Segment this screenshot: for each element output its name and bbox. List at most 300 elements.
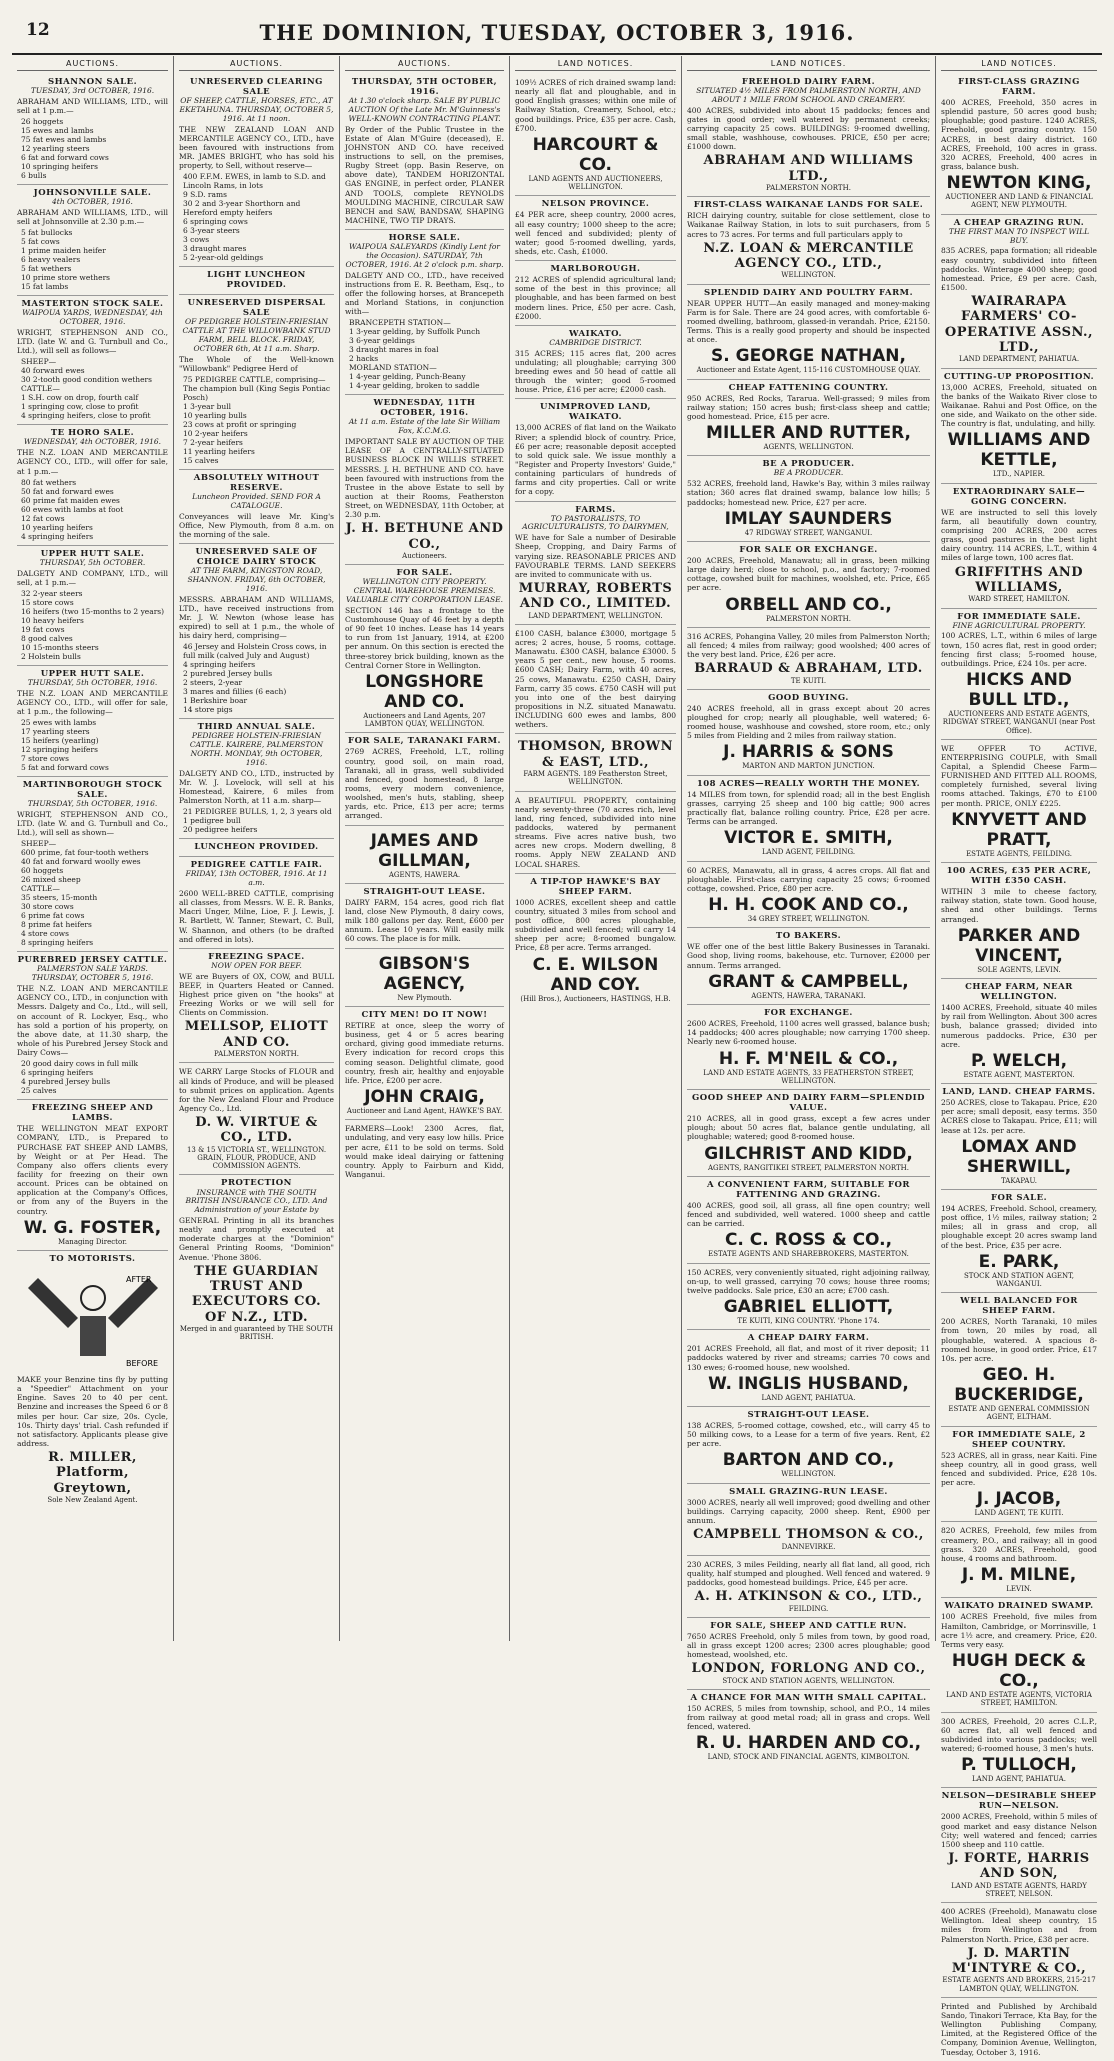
ad-heading: FOR SALE OR EXCHANGE. <box>739 544 878 555</box>
ad-heading: WELL BALANCED FOR SHEEP FARM. <box>960 1296 1078 1317</box>
ad-body: 532 ACRES, freehold land, Hawke's Bay, within 3 miles railway station; 360 acres flat drained swamp, balance low hills; 5 paddocks; homestead new. Price, £27 per acre. <box>687 479 930 507</box>
firm-name: NEWTON KING, <box>946 173 1092 194</box>
firm-address: ESTATE AND GENERAL COMMISSION AGENT, ELTHAM. <box>948 1405 1090 1422</box>
firm-name: LOMAX AND SHERWILL, <box>961 1136 1077 1177</box>
firm-name: P. WELCH, <box>970 1050 1068 1071</box>
ad-heading: UNRESERVED CLEARING SALE <box>190 77 323 98</box>
advertisement <box>179 719 334 839</box>
ad-heading: EXTRAORDINARY SALE—GOING CONCERN. <box>952 486 1086 507</box>
advertisement <box>17 952 168 1100</box>
ad-list: 5 fat bullocks 5 fat cows 1 prime maiden heifer 6 heavy vealers 5 fat wethers 10 prime store wethers 15 fat lambs <box>21 228 111 292</box>
ad-body: MESSRS. ABRAHAM AND WILLIAMS, LTD., have received instructions from Mr. J. W. Newton (whose lease has expired) to sell at 1 p.m., the whole of his dairy herd, comprising— <box>179 594 334 641</box>
ad-body: 315 ACRES; 115 acres flat, 200 acres undulating; all ploughable; carrying 300 breeding ewes and 50 head of cattle all through the winter; good 5-roomed house. Price, £16 per acre; £2000 cash. <box>515 348 676 395</box>
ad-heading: FIRST-CLASS GRAZING FARM. <box>958 77 1080 98</box>
ad-body: 200 ACRES, Freehold, Manawatu; all in grass, been milking large dairy herd; close to school, p.o., and factory; 7-roomed cottage, cowshed built for machines, woolshed, etc. Price, £65 per acre. <box>687 556 930 593</box>
advertisement <box>179 839 334 857</box>
firm-name: VICTOR E. SMITH, <box>724 828 893 849</box>
firm-name: KNYVETT AND PRATT, <box>951 809 1087 850</box>
firm-name: GILCHRIST AND KIDD, <box>704 1143 913 1164</box>
firm-address: ESTATE AGENTS, FEILDING. <box>966 849 1072 858</box>
firm-name: N.Z. LOAN & MERCANTILE AGENCY CO., LTD., <box>703 240 914 272</box>
advertisement <box>515 734 676 791</box>
firm-address: LAND AND ESTATE AGENTS, 33 FEATHERSTON STREET, WELLINGTON. <box>703 1068 914 1085</box>
spray-before-label: BEFORE <box>125 1358 158 1368</box>
firm-name: GEO. H. BUCKERIDGE, <box>954 1365 1084 1406</box>
ad-heading: PROTECTION <box>221 1178 292 1189</box>
ad-subheading: NOW OPEN FOR BEEF. <box>211 960 302 970</box>
firm-address: LAND AGENT, PAHIATUA. <box>761 1393 856 1402</box>
firm-name: HICKS AND BULL LTD., <box>966 669 1072 710</box>
advertisement <box>941 979 1097 1084</box>
firm-name: C. E. WILSON AND COY. <box>532 954 659 995</box>
column-3 <box>340 56 510 1641</box>
firm-name: BARRAUD & ABRAHAM, LTD. <box>694 661 923 677</box>
ad-body: WRIGHT, STEPHENSON AND CO., LTD. (late W. and G. Turnbull and Co., Ltd.), will sell as shown— <box>17 809 168 838</box>
firm-name: P. TULLOCH, <box>961 1755 1077 1776</box>
ad-heading: A CHEAP GRAZING RUN. <box>953 217 1085 228</box>
ad-body: 194 ACRES, Freehold. School, creamery, post office, 1½ miles, railway station; 2 miles; all in grass and crop, all ploughable except 20 acres swamp land of the best. Price, £35 per acre. <box>941 1204 1097 1250</box>
advertisement <box>687 862 930 929</box>
firm-name: D. W. VIRTUE & CO., LTD. <box>195 1115 318 1146</box>
firm-address: TAKAPAU. <box>1001 1176 1037 1185</box>
ad-body: 950 ACRES, Red Rocks, Tararua. Well-grassed; 9 miles from railway station; 150 acres bush; first-class sheep and cattle; good homestead. Price, £15 per acre. <box>687 393 930 421</box>
ad-heading: UNIMPROVED LAND, WAIKATO. <box>539 402 652 423</box>
column-4 <box>510 56 682 1641</box>
ad-heading: TO MOTORISTS. <box>49 1253 136 1264</box>
ad-body: WRIGHT, STEPHENSON AND CO., LTD. (late W. and G. Turnbull and Co., Ltd.), will sell as follows— <box>17 327 168 356</box>
firm-address: FEILDING. <box>788 1604 829 1613</box>
firm-address: 13 & 15 VICTORIA ST., WELLINGTON. GRAIN, FLOUR, PRODUCE, AND COMMISSION AGENTS. <box>186 1145 327 1171</box>
ad-heading: LAND, LAND. CHEAP FARMS. <box>942 1087 1096 1098</box>
ad-list: SHEEP— 600 prime, fat four-tooth wethers 40 fat and forward woolly ewes 60 hoggets 26 mixed sheep CATTLE— 35 steers, 15-month 30 store cows 6 prime fat cows 8 prime fat heifers 4 store cows 8 springing heifers <box>21 839 149 948</box>
firm-name: LONDON, FORLONG AND CO., <box>691 1661 926 1677</box>
firm-name: W. G. FOSTER, <box>23 1217 162 1238</box>
firm-name: J. FORTE, HARRIS AND SON, <box>948 1850 1090 1882</box>
firm-address: MARTON AND MARTON JUNCTION. <box>742 762 875 771</box>
ad-heading: LIGHT LUNCHEON PROVIDED. <box>207 270 306 291</box>
firm-name: R. MILLER, Platform, Greytown, <box>48 1450 137 1496</box>
ad-body: 201 ACRES Freehold, all flat, and most of it river deposit; 11 paddocks watered by river and streams; carries 70 cows and 130 ewes; 6-roomed house, new woolshed. <box>687 1344 930 1372</box>
ad-heading: CHEAP FATTENING COUNTRY. <box>728 382 889 393</box>
ad-heading: A CONVENIENT FARM, SUITABLE FOR FATTENING AND GRAZING. <box>707 1179 910 1200</box>
ad-list: 25 ewes with lambs 17 yearling steers 15 heifers (yearling) 12 springing heifers 7 store cows 5 fat and forward cows <box>21 718 109 773</box>
ad-subheading: CAMBRIDGE DISTRICT. <box>549 337 642 347</box>
ad-body: RETIRE at once, sleep the worry of business, get 4 or 5 acres bearing orchard, giving good immediate returns. Every indication for record crops this coming season. Delightful climate, good country, fresh air, healthy and enjoyable life. Price, £200 per acre. <box>345 1020 504 1085</box>
ad-body: 400 ACRES (Freehold), Manawatu close Wellington. Ideal sheep country, 15 miles from Wellington and from Palmerston North. Price, £38 per acre. <box>941 1907 1097 1944</box>
firm-name: MELLSOP, ELIOTT AND CO. <box>184 1019 329 1050</box>
ad-heading: MASTERTON STOCK SALE. <box>21 299 164 310</box>
firm-address: TE KUITI, KING COUNTRY. 'Phone 174. <box>737 1317 880 1326</box>
ad-body: Printed and Published by Archibald Sando, Tinakori Terrace, Kta Bay, for the Wellington Publishing Company, Limited, at the Registered Office of the Company, Dominion Avenue, Wellington, Tuesday, October 3, 1916. <box>941 2001 1097 2057</box>
ad-body: THE NEW ZEALAND LOAN AND MERCANTILE AGENCY CO., LTD., have been favoured with instructions from MR. JAMES BRIGHT, who has sold his property, to Sell, without reserve— <box>179 124 334 171</box>
advertisement <box>345 1007 504 1120</box>
ad-body: 300 ACRES, Freehold, 20 acres C.L.P., 60 acres flat, all well fenced and subdivided into various paddocks; well watered; 6-roomed house, 3 men's huts. <box>941 1716 1097 1753</box>
firm-address: AUCTIONEERS AND ESTATE AGENTS, RIDGWAY STREET, WANGANUI (near Post Office). <box>942 710 1096 735</box>
advertisement <box>515 261 676 326</box>
firm-address: LAND AGENT, TE KUITI. <box>974 1509 1064 1518</box>
advertisement <box>179 470 334 544</box>
ad-heading: TO BAKERS. <box>775 931 842 942</box>
firm-address: SOLE AGENTS, LEVIN. <box>977 965 1061 974</box>
ad-body: 3000 ACRES, nearly all well improved; good dwelling and other buildings. Carrying capacity, 2000 sheep. Rent, £900 per annum. <box>687 1497 930 1526</box>
firm-address: PALMERSTON NORTH. <box>214 1050 299 1059</box>
advertisement <box>345 733 504 825</box>
firm-address: AGENTS, WELLINGTON. <box>763 443 854 452</box>
firm-address: LAND AGENT, PAHIATUA. <box>972 1775 1066 1784</box>
firm-address: WELLINGTON. <box>781 271 836 280</box>
ad-subheading: PALMERSTON SALE YARDS. THURSDAY, OCTOBER 5, 1916. <box>31 964 154 983</box>
ad-heading: UPPER HUTT SALE. <box>40 548 145 559</box>
ad-body: MAKE your Benzine tins fly by putting a "Speedier" Attachment on your Engine. Saves 20 to 40 per cent. Benzine and increases the Speed 6 or 8 miles per hour. Car size, 20s. Cycle, 10s. Thirty days' trial. Cash refunded if not satisfactory. Applicants please give address. <box>17 1374 168 1448</box>
ad-heading: FREEHOLD DAIRY FARM. <box>741 77 876 87</box>
ad-heading: PUREBRED JERSEY CATTLE. <box>17 955 168 966</box>
advertisement <box>941 369 1097 484</box>
firm-name: J. D. MARTIN M'INTYRE & CO., <box>951 1945 1087 1977</box>
firm-name: GABRIEL ELLIOTT, <box>723 1296 894 1317</box>
ad-list: 400 F.F.M. EWES, in lamb to S.D. and Lincoln Rams, in lots 9 S.D. rams 30 2 and 3-year Shorthorn and Hereford empty heifers 6 springing cows 6 3-year steers 3 cows 3 draught mares 5 2-year-old geldings <box>183 172 326 263</box>
ad-heading: CITY MEN! DO IT NOW! <box>361 1009 488 1020</box>
firm-address: Auctioneer and Land Agent, HAWKE'S BAY. <box>346 1106 503 1115</box>
ad-subheading: WEDNESDAY, 4th OCTOBER, 1916. <box>23 437 162 447</box>
ad-body: SECTION 146 has a frontage to the Customhouse Quay of 46 feet by a depth of 90 feet 10 inches. Lease has 14 years to run from 1st January, 1914, at £200 per annum. On this section is erected the three-storey brick building, known as the Central Corner Store in Wellington. <box>345 605 504 670</box>
advertisement <box>687 380 930 457</box>
advertisement <box>687 1407 930 1484</box>
ad-body: £100 CASH, balance £3000, mortgage 5 acres; 2 acres, house, 5 rooms, cottage. Manawatu. £300 CASH, balance £3000. 5 years 5 per cent., new house, 5 rooms. £600 CASH; Dairy Farm, with 40 acres, 25 cows, Manawatu. £250 CASH, Dairy Farm, carry 35 cows. £750 CASH will put you into one of the best dairying propositions in N.Z. situated Manawatu. INCLUDING 600 ewes and lambs, 800 wethers. <box>515 628 676 730</box>
advertisement <box>941 609 1097 740</box>
ad-heading: STRAIGHT-OUT LEASE. <box>363 886 486 897</box>
ad-body: The Whole of the Well-known "Willowbank" Pedigree Herd of <box>179 354 334 373</box>
firm-name: J. M. MILNE, <box>961 1565 1077 1586</box>
ad-subheading: TUESDAY, 3rd OCTOBER, 1916. <box>30 86 155 96</box>
ad-body: By Order of the Public Trustee in the Estate of Alan M'Guire (deceased), E. JOHNSTON AND CO. have received instructions to sell, on the premises, Rugby Street (opp. Basin Reserve, on above date), TANDEM HORIZONTAL GAS ENGINE, in perfect order, PLANER AND TOOLS, complete REYNOLDS MOULDING MACHINE, CIRCULAR SAW BENCH and SAW, BANDSAW, SHAPING MACHINE, TWO TIP DRAYS. <box>345 124 504 225</box>
ad-body: FARMERS—Look! 2300 Acres, flat, undulating, and very easy low hills. Price per acre, £11 to be sold on terms. Sold would make ideal dairying or fattening country. Apply to Fairburn and Kidd, Wanganui. <box>345 1124 504 1179</box>
firm-name: CAMPBELL THOMSON & CO., <box>693 1527 924 1543</box>
advertisement <box>941 74 1097 215</box>
ad-body: 212 ACRES of splendid agricultural land; some of the best in this province; all ploughable, and has been farmed on best modern lines. Price, £50 per acre. Cash, £2000. <box>515 275 676 321</box>
ad-subheading: FINE AGRICULTURAL PROPERTY. <box>952 620 1086 630</box>
firm-address: PALMERSTON NORTH. <box>766 614 851 623</box>
ad-body: 400 ACRES, Freehold, 350 acres in splendid pasture, 50 acres good bush; ploughable; good pasture. 1240 ACRES, Freehold, good grazing country. 150 ACRES, in best dairy district. 160 ACRES, Freehold, 100 acres in grass. 320 ACRES, Freehold, 400 acres in grass, balance bush. <box>941 98 1097 172</box>
firm-address: 47 RIDGWAY STREET, WANGANUI. <box>744 528 873 537</box>
ad-body: THE N.Z. LOAN AND MERCANTILE AGENCY CO., LTD., will offer for sale, at 1 p.m.— <box>17 448 168 476</box>
advertisement <box>179 949 334 1063</box>
firm-address: LAND AND ESTATE AGENTS, HARDY STREET, NELSON. <box>951 1881 1087 1898</box>
column-2 <box>174 56 340 1641</box>
firm-name: BARTON AND CO., <box>722 1450 895 1471</box>
firm-name: R. U. HARDEN AND CO., <box>695 1733 922 1754</box>
advertisement <box>515 625 676 735</box>
ad-body: DALGETY AND CO., LTD., instructed by Mr. W. J. Lovelock, will sell at his Homestead, Kairere, 6 miles from Palmerston North, at 11 a.m. sharp— <box>179 768 334 806</box>
ad-body: 400 ACRES, good soil, all grass, all fine open country; well fenced and subdivided, well watered. 1000 sheep and cattle can be carried. <box>687 1200 930 1229</box>
advertisement <box>179 267 334 295</box>
advertisement <box>179 1063 334 1175</box>
advertisement <box>17 546 168 666</box>
ad-subheading: THURSDAY, 5th OCTOBER, 1916. <box>27 677 158 687</box>
ad-body: 2769 ACRES, Freehold, L.T., rolling country, good soil, on main road, Taranaki, all in grass, well subdivided and fenced, good homestead, 8 large rooms, every modern convenience, woolshed, men's huts, stabling, sheep yards, etc. Price, £13 per acre; terms arranged. <box>345 747 504 821</box>
firm-name: PARKER AND VINCENT, <box>957 925 1081 966</box>
ad-body: 100 ACRES Freehold, five miles from Hamilton, Cambridge, or Morrinsville, 1 acre 1½ acre, and creamery. Price, £20. Terms very easy. <box>941 1612 1097 1649</box>
advertisement <box>941 863 1097 979</box>
advertisement <box>345 826 504 884</box>
firm-name: J. HARRIS & SONS <box>723 742 894 763</box>
ad-subheading: FRIDAY, 13th OCTOBER, 1916. At 11 a.m. <box>185 869 328 888</box>
spray-illustration <box>18 1268 168 1373</box>
ad-heading: LUNCHEON PROVIDED. <box>194 842 319 853</box>
columns <box>12 56 1102 2057</box>
ad-heading: FARMS. <box>575 504 616 515</box>
ad-heading: WAIKATO. <box>569 328 622 339</box>
firm-address: (Hill Bros.), Auctioneers, HASTINGS, H.B. <box>520 994 671 1003</box>
firm-name: C. C. ROSS & CO., <box>724 1230 893 1251</box>
advertisement <box>941 1788 1097 1903</box>
ad-body: 109½ ACRES of rich drained swamp land: nearly all flat and ploughable, and in good English grasses; within one mile of Railway Station, Creamery, School, etc.; good buildings. Price, £35 per acre. Cash, £700. <box>515 78 676 133</box>
firm-address: Auctioneer and Estate Agent, 115-116 CUSTOMHOUSE QUAY. <box>696 366 921 375</box>
advertisement <box>515 502 676 625</box>
firm-name: H. F. M'NEIL & CO., <box>718 1048 899 1069</box>
firm-name: J. H. BETHUNE AND CO., <box>345 521 504 552</box>
advertisement <box>687 1090 930 1177</box>
ad-heading: GOOD BUYING. <box>768 692 849 703</box>
advertisement <box>17 296 168 425</box>
firm-address: DANNEVIRKE. <box>781 1542 836 1551</box>
ad-heading: UNRESERVED SALE OF CHOICE DAIRY STOCK <box>195 547 318 568</box>
ad-subheading: WELLINGTON CITY PROPERTY. CENTRAL WAREHOUSE PREMISES. VALUABLE CITY CORPORATION LEASE. <box>345 577 504 604</box>
ad-body: WITHIN 3 mile to cheese factory, railway station, state town. Good house, shed and other buildings. Terms arranged. <box>941 887 1097 924</box>
ad-subheading: Luncheon Provided. SEND FOR A CATALOGUE. <box>192 492 321 510</box>
advertisement <box>179 857 334 949</box>
advertisement <box>17 777 168 952</box>
ad-body: A BEAUTIFUL PROPERTY, containing nearly seventy-three (70 acres rich, level land, ring fenced, subdivided into nine paddocks, watered by permanent streams. Five acres native bush, two acres new crops. Modern dwelling, 8 rooms. Apply NEW ZEALAND AND LOCAL SHARES. <box>515 795 676 869</box>
ad-body: 60 ACRES, Manawatu, all in grass, 4 acres crops. All flat and ploughable. First-class carrying capacity 25 cows; 6-roomed cottage, cowshed. Price, £80 per acre. <box>687 865 930 893</box>
ad-subheading: THE FIRST MAN TO INSPECT WILL BUY. <box>948 226 1090 245</box>
advertisement <box>941 215 1097 369</box>
ad-body: 14 MILES from town, for splendid road; all in the best English grasses, carrying 25 sheep and 100 big cattle; 900 acres practically flat, balance rolling country. Price, £28 per acre. Terms can be arranged. <box>687 789 930 827</box>
ad-body: 2600 ACRES, Freehold, 1100 acres well grassed, balance bush; 14 paddocks; 400 acres ploughable; now carrying 1700 sheep. Nearly new 6-roomed house. <box>687 1019 930 1047</box>
page-number: 12 <box>26 20 50 40</box>
column-header: LAND NOTICES. <box>941 56 1097 71</box>
advertisement <box>687 197 930 284</box>
firm-address: STOCK AND STATION AGENT, WANGANUI. <box>963 1271 1075 1289</box>
firm-name: WILLIAMS AND KETTLE, <box>947 430 1091 471</box>
firm-address: Auctioneers and Land Agents, 207 LAMBTON QUAY, WELLINGTON. <box>363 711 486 729</box>
firm-name: GIBSON'S AGENCY, <box>378 953 471 994</box>
firm-name: THE GUARDIAN TRUST AND EXECUTORS CO. OF N.Z., LTD. <box>191 1263 322 1325</box>
firm-address: FARM AGENTS. 189 Featherston Street, WELLINGTON. <box>523 770 668 787</box>
firm-address: LAND DEPARTMENT, PAHIATUA. <box>958 355 1080 364</box>
advertisement <box>515 196 676 261</box>
ad-body: 210 ACRES, all in good grass, except a few acres under plough; about 50 acres flat, balance gentle undulating, all ploughable; watered; good 8-roomed house. <box>687 1114 930 1142</box>
ad-heading: 100 ACRES, £35 PER ACRE, WITH £350 CASH. <box>946 866 1092 887</box>
ad-body: 200 ACRES, North Taranaki, 10 miles from town, 20 miles by road, all ploughable, watered. A spacious 8-roomed house, in good order. Price, £17 10s. per acre. <box>941 1317 1097 1363</box>
ad-body: 1000 ACRES, excellent sheep and cattle country, situated 3 miles from school and post office, 800 acres ploughable, subdivided and well fenced; will carry 14 sheep per acre; 8-roomed bungalow. Price, £8 per acre. Terms arranged. <box>515 897 676 953</box>
advertisement <box>17 185 168 296</box>
spray-after-label: AFTER <box>125 1274 151 1284</box>
ad-heading: JOHNSONVILLE SALE. <box>33 188 152 199</box>
ad-body: WE CARRY Large Stocks of FLOUR and all kinds of Produce, and will be pleased to submit prices on application. Agents for the New Zealand Flour and Produce Agency Co., Ltd. <box>179 1067 334 1113</box>
ad-body: 400 ACRES, subdivided into about 15 paddocks; fences and gates in good order; well watered by permanent creeks; carrying capacity 25 cows. BUILDINGS: 9-roomed dwelling, small stable, washhouse, cowhouses. PRICE, £50 per acre; £1000 down. <box>687 105 930 152</box>
firm-name: MILLER AND RUTTER, <box>706 423 911 444</box>
ad-heading: MARLBOROUGH. <box>550 264 641 275</box>
ad-subheading: INSURANCE with THE SOUTH BRITISH INSURANCE CO., LTD. And Administration of your Estate by <box>185 1187 328 1215</box>
firm-address: AGENTS, RANGITIKEI STREET, PALMERSTON NORTH. <box>707 1163 910 1172</box>
advertisement <box>345 74 504 230</box>
ad-body: 7650 ACRES Freehold, only 5 miles from town, by good road, all in grass except 1200 acres; 2300 acres ploughable; good homestead, woolshed, etc. <box>687 1631 930 1660</box>
advertisement <box>941 484 1097 609</box>
masthead-rule <box>12 53 1102 55</box>
advertisement <box>941 1522 1097 1598</box>
firm-address: LEVIN. <box>1006 1585 1032 1594</box>
ad-heading: GOOD SHEEP AND DAIRY FARM—SPLENDID VALUE. <box>692 1093 925 1114</box>
ad-heading: FOR SALE, TARANAKI FARM. <box>348 736 501 747</box>
ad-body: 240 ACRES freehold, all in grass except about 20 acres ploughed for crop; nearly all ploughable, well watered; 6-roomed house, washhouse and cowshed, store room, etc.; only 5 miles from Fielding and 2 miles from railway station. <box>687 703 930 741</box>
advertisement <box>687 1484 930 1556</box>
firm-name: GRANT & CAMPBELL, <box>708 971 909 992</box>
firm-name: GRIFFITHS AND WILLIAMS, <box>954 564 1084 595</box>
advertisement <box>687 74 930 197</box>
advertisement <box>687 285 930 380</box>
ad-body: DAIRY FARM, 154 acres, good rich flat land, close New Plymouth, 8 dairy cows, milk 180 gallons per day. Rent, £600 per annum. Lease 10 years. Will easily milk 60 cows. The place is for milk. <box>345 897 504 944</box>
firm-name: J. JACOB, <box>976 1489 1062 1510</box>
firm-address: Sole New Zealand Agent. <box>47 1496 138 1505</box>
advertisement <box>687 1330 930 1407</box>
firm-address: Managing Director. <box>57 1237 128 1246</box>
ad-body: NEAR UPPER HUTT—An easily managed and money-making Farm is for Sale. There are 24 good acres, with comfortable 6-roomed dwelling, bathroom, glassed-in verandah. Price, £2150. Terms. This is a really good property and should be inspected at once. <box>687 298 930 345</box>
firm-address: LAND, STOCK AND FINANCIAL AGENTS, KIMBOLTON. <box>707 1753 910 1762</box>
ad-body: 835 ACRES, papa formation; all rideable easy country, subdivided into fifteen paddocks. Winterage 4000 sheep; good homestead. Price, £9 per acre. Cash, £1500. <box>941 246 1097 292</box>
firm-name: LONGSHORE AND CO. <box>365 671 484 712</box>
advertisement <box>179 295 334 470</box>
ad-heading: FOR SALE, SHEEP AND CATTLE RUN. <box>710 1620 907 1631</box>
advertisement <box>687 1690 930 1766</box>
column-5 <box>682 56 936 1762</box>
firm-address: LTD., NAPIER. <box>992 470 1046 479</box>
ad-subheading: TO PASTORALISTS, TO AGRICULTURALISTS, TO DAIRYMEN, <box>522 513 669 532</box>
ad-list: 20 good dairy cows in full milk 6 springing heifers 4 purebred Jersey bulls 25 calves <box>21 1059 139 1096</box>
firm-address: STOCK AND STATION AGENTS, WELLINGTON. <box>722 1676 895 1685</box>
ad-subheading: OF SHEEP, CATTLE, HORSES, ETC., AT EKETAHUNA. THURSDAY, OCTOBER 5, 1916. At 11 noon. <box>179 96 334 123</box>
ad-heading: MARTINBOROUGH STOCK SALE. <box>22 780 163 801</box>
ad-list: BRANCEPETH STATION— 1 3-year gelding, by Suffolk Punch 3 6-year geldings 3 draught mares in foal 2 hacks MORLAND STATION— 1 4-year gelding, Punch-Beany 1 4-year gelding, broken to saddle <box>349 318 481 391</box>
ad-body: 820 ACRES, Freehold, few miles from creamery, P.O., and railway; all in good grass. 320 ACRES, Freehold, good house, 4 rooms and bathroom. <box>941 1526 1097 1563</box>
ad-heading: FOR SALE. <box>990 1193 1048 1203</box>
firm-address: PALMERSTON NORTH. <box>766 184 851 193</box>
ad-body: £4 PER acre, sheep country, 2000 acres, all easy country; 1000 sheep to the acre; well fenced and subdivided; plenty of water; good 5-roomed dwelling, yards, sheds, etc. Cash, £1000. <box>515 210 676 257</box>
advertisement <box>941 1190 1097 1293</box>
ad-heading: CHEAP FARM, NEAR WELLINGTON. <box>965 982 1073 1003</box>
ad-body: 230 ACRES, 3 miles Feilding, nearly all flat land, all good, rich quality, half stumped and ploughed. Well fenced and watered. 9 paddocks, good homestead buildings. Price, £45 per acre. <box>687 1559 930 1588</box>
ad-list: SHEEP— 40 forward ewes 30 2-tooth good condition wethers CATTLE— 1 S.H. cow on drop, fourth calf 1 springing cow, close to profit 4 springing heifers, close to profit <box>21 357 152 421</box>
advertisement <box>345 949 504 1007</box>
ad-body: WE are instructed to sell this lovely farm, all beautifully down country, comprising 200 ACRES, 200 acres grass, good pastures in the best light dairy country. 114 ACRES, L.T., within 4 miles of large town, 100 acres flat. <box>941 507 1097 563</box>
ad-heading: A TIP-TOP HAWKE'S BAY SHEEP FARM. <box>530 876 661 897</box>
advertisement <box>941 1598 1097 1712</box>
ad-subheading: WAIPOUA YARDS, WEDNESDAY, 4th OCTOBER, 1916. <box>22 308 163 327</box>
firm-name: MURRAY, ROBERTS AND CO., LIMITED. <box>518 581 673 612</box>
ad-heading: FOR IMMEDIATE SALE, 2 SHEEP COUNTRY. <box>952 1429 1086 1450</box>
firm-address: ESTATE AGENT, MASTERTON. <box>963 1070 1075 1079</box>
advertisement <box>687 542 930 628</box>
ad-body: Conveyances will leave Mr. King's Office, New Plymouth, from 8 a.m. on the morning of the sale. <box>179 511 334 539</box>
column-header: AUCTIONS. <box>17 56 168 71</box>
advertisement <box>687 928 930 1005</box>
firm-address: LAND DEPARTMENT, WELLINGTON. <box>528 611 663 620</box>
ad-body: 150 ACRES, 5 miles from township, school, and P.O., 14 miles from railway at good metal road; all in grass and crops. Well fenced, watered. <box>687 1703 930 1732</box>
advertisement <box>179 74 334 267</box>
advertisement <box>687 776 930 862</box>
ad-list: 21 PEDIGREE BULLS, 1, 2, 3 years old 1 pedigree bull 20 pedigree heifers <box>183 807 332 835</box>
firm-name: HUGH DECK & CO., <box>951 1650 1087 1691</box>
ad-body: THE N.Z. LOAN AND MERCANTILE AGENCY CO., LTD., will offer for sale, at 1 p.m., the following— <box>17 688 168 716</box>
ad-heading: NELSON PROVINCE. <box>541 199 650 210</box>
firm-address: AGENTS, HAWERA. <box>388 870 461 879</box>
ad-heading: STRAIGHT-OUT LEASE. <box>747 1410 870 1420</box>
ad-heading: ABSOLUTELY WITHOUT RESERVE. <box>193 472 320 493</box>
ad-body: 13,000 ACRES of flat land on the Waikato River; a splendid block of country. Price, £6 per acre; reasonable deposit accepted to sold quick sale. We issue monthly a "Register and Property Investors' Guide," containing particulars of hundreds of farms and city properties. Call or write for a copy. <box>515 423 676 497</box>
ad-heading: NELSON—DESIRABLE SHEEP RUN—NELSON. <box>941 1791 1097 1812</box>
ad-body: 13,000 ACRES, Freehold, situated on the banks of the Waikato River close to Waikanae. Rahui and Post Office, on the one side, and Waikato on the other side. The country is flat, undulating, and hilly. <box>941 382 1097 429</box>
firm-address: WARD STREET, HAMILTON. <box>968 595 1070 604</box>
ad-body: 138 ACRES, 5-roomed cottage, cowshed, etc., will carry 45 to 50 milking cows, to a Lease for a term of five years. Rent, £2 per acre. <box>687 1421 930 1449</box>
advertisement <box>515 874 676 1007</box>
advertisement <box>17 1251 168 1508</box>
firm-name: JAMES AND GILLMAN, <box>370 830 479 871</box>
column-header: AUCTIONS. <box>179 56 334 71</box>
ad-heading: 108 ACRES—REALLY WORTH THE MONEY. <box>696 778 921 789</box>
advertisement <box>687 1618 930 1690</box>
firm-address: 34 GREY STREET, WELLINGTON. <box>747 915 870 924</box>
firm-address: Auctioneers. <box>402 552 447 560</box>
ad-heading: WEDNESDAY, 11TH OCTOBER, 1916. <box>373 398 476 419</box>
ad-subheading: OF PEDIGREE HOLSTEIN-FRIESIAN CATTLE AT THE WILLOWBANK STUD FARM, BELL BLOCK. FRIDAY, OCTOBER 6th, At 11 a.m. Sharp. <box>182 317 331 353</box>
ad-body: ABRAHAM AND WILLIAMS, LTD., will sell at 1 p.m.— <box>17 96 168 115</box>
advertisement <box>687 1264 930 1331</box>
ad-list: 80 fat wethers 50 fat and forward ewes 60 prime fat maiden ewes 60 ewes with lambs at foot 12 fat cows 10 yearling heifers 4 springing heifers <box>21 477 124 541</box>
advertisement <box>687 1177 930 1264</box>
ad-list: 46 Jersey and Holstein Cross cows, in full milk (calved July and August) 4 springing heifers 2 purebred Jersey bulls 2 steers, 2-year 3 mares and fillies (6 each) 1 Berkshire boar 14 store pigs <box>183 642 327 715</box>
ad-heading: THURSDAY, 5TH OCTOBER, 1916. <box>351 77 498 98</box>
column-6 <box>936 56 1102 2057</box>
ad-list: 75 PEDIGREE CATTLE, comprising— The champion bull (King Segis Pontiac Posch) 1 3-year bull 10 yearling bulls 23 cows at profit or springing 10 2-year heifers 7 2-year heifers 11 yearling heifers 15 calves <box>183 374 331 465</box>
advertisement <box>345 395 504 565</box>
advertisement <box>17 666 168 777</box>
ad-body: ABRAHAM AND WILLIAMS, LTD., will sell at Johnsonville at 2.30 p.m.— <box>17 208 168 227</box>
firm-name: IMLAY SAUNDERS <box>724 508 893 529</box>
ad-subheading: SITUATED 4½ MILES FROM PALMERSTON NORTH, AND ABOUT 1 MILE FROM SCHOOL AND CREAMERY. <box>696 86 921 104</box>
firm-name: H. H. COOK AND CO., <box>708 895 909 916</box>
advertisement <box>345 1120 504 1183</box>
advertisement <box>515 792 676 874</box>
ad-body: 2600 WELL-BRED CATTLE, comprising all classes, from Messrs. W. E. R. Banks, Macri Unger, Milne, Lioe, F. J. Lewis, J. R. Bartlett, W. Tanner, Stewart, C. Bull, W. Shannon, and others (to be drafted and offered in lots). <box>179 889 334 944</box>
firm-name: S. GEORGE NATHAN, <box>711 346 906 367</box>
firm-name: JOHN CRAIG, <box>364 1086 485 1107</box>
advertisement <box>941 1713 1097 1789</box>
ad-heading: FIRST-CLASS WAIKANAE LANDS FOR SALE. <box>693 200 924 211</box>
firm-address: AUCTIONEER AND LAND & FINANCIAL AGENT, NEW PLYMOUTH. <box>945 193 1093 210</box>
column-header: LAND NOTICES. <box>687 56 930 71</box>
ad-body: THE WELLINGTON MEAT EXPORT COMPANY, LTD., is Prepared to PURCHASE FAT SHEEP AND LAMBS, by Weight or at Per Head. The Company also offers clients every facility for freezing on their own account. Prices can be obtained on application at the Company's Offices, or from any of the Buyers in the country. <box>17 1124 168 1216</box>
advertisement <box>17 425 168 545</box>
firm-address: ESTATE AGENTS AND BROKERS, 215-217 LAMBTON QUAY, WELLINGTON. <box>942 1976 1096 1993</box>
firm-name: ABRAHAM AND WILLIAMS LTD., <box>703 153 914 184</box>
ad-subheading: WAIPOUA SALEYARDS (Kindly Lent for the Occasion). SATURDAY, 7th OCTOBER, 1916. At 2 o'clock p.m. sharp. <box>345 242 504 269</box>
firm-name: A. H. ATKINSON & CO., LTD., <box>694 1589 923 1605</box>
ad-body: GENERAL Printing in all its branches neatly and promptly executed at moderate charges at the "Dominion" General Printing Rooms, "Dominion" Avenue. 'Phone 3806. <box>179 1216 334 1262</box>
ad-heading: BE A PRODUCER. <box>762 459 855 470</box>
advertisement <box>515 74 676 196</box>
ad-subheading: At 11 a.m. Estate of the late Sir William Fox, K.C.M.G. <box>348 417 501 436</box>
advertisement <box>941 1293 1097 1426</box>
firm-name: HARCOURT & CO. <box>532 134 659 175</box>
